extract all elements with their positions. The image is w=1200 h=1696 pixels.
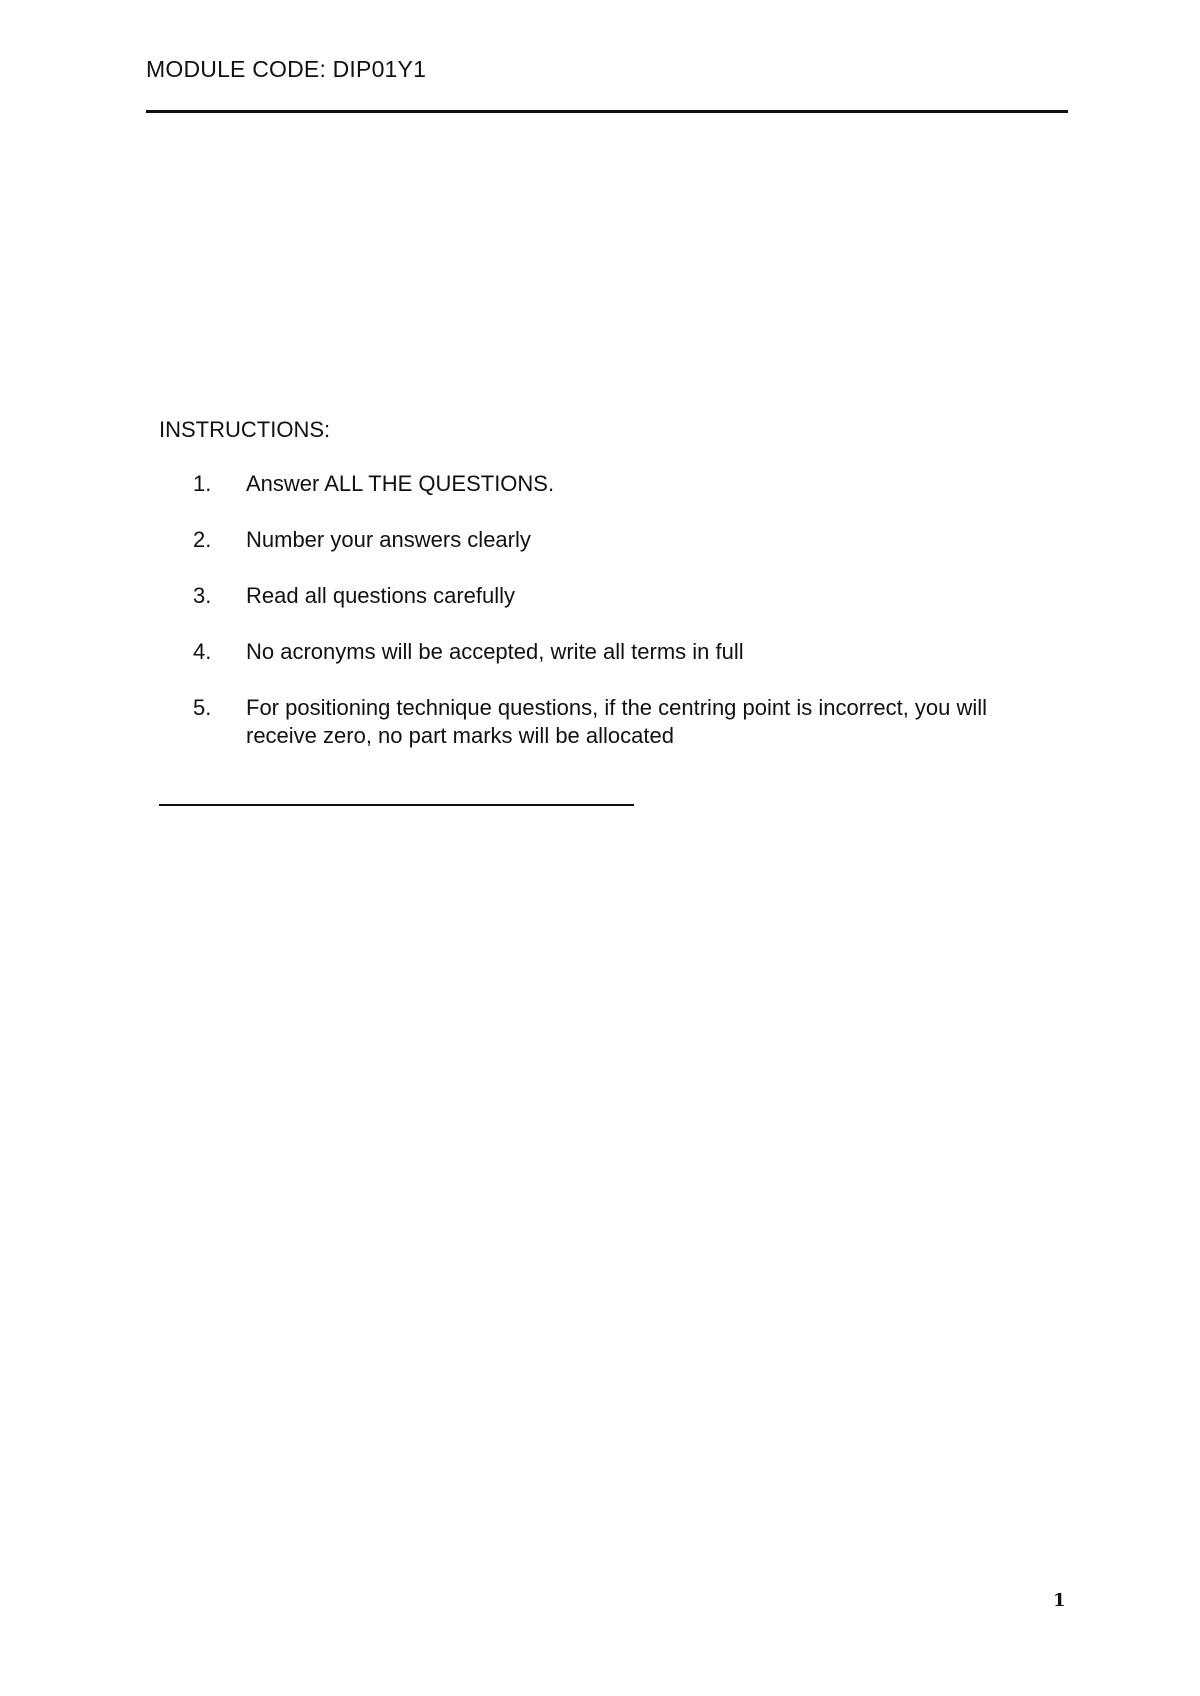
instruction-item: [159, 526, 1059, 554]
instruction-number: 1.: [193, 471, 212, 496]
header-divider: [146, 110, 1068, 113]
instruction-number: 4.: [193, 639, 212, 664]
instructions-heading: INSTRUCTIONS:: [159, 417, 331, 442]
instruction-item: [159, 582, 1059, 610]
instruction-number: 3.: [193, 583, 212, 608]
instructions-list: [159, 470, 1059, 778]
instruction-text: Answer ALL THE QUESTIONS.: [246, 471, 555, 496]
instruction-item: [159, 470, 1059, 498]
instruction-number: 2.: [193, 527, 212, 552]
instruction-number: 5.: [193, 695, 212, 720]
instruction-item: [159, 694, 1059, 750]
instructions-end-divider: [159, 804, 634, 806]
instruction-item: [159, 638, 1059, 666]
page-number: 1: [1053, 1590, 1066, 1611]
instruction-text: For positioning technique questions, if the centring point is incorrect, you will receive zero, no part marks will be allocated: [246, 695, 988, 748]
instruction-text: Number your answers clearly: [246, 527, 531, 552]
module-code-header: MODULE CODE: DIP01Y1: [146, 56, 427, 82]
instruction-text: Read all questions carefully: [246, 583, 516, 608]
instruction-text: No acronyms will be accepted, write all terms in full: [246, 639, 744, 664]
